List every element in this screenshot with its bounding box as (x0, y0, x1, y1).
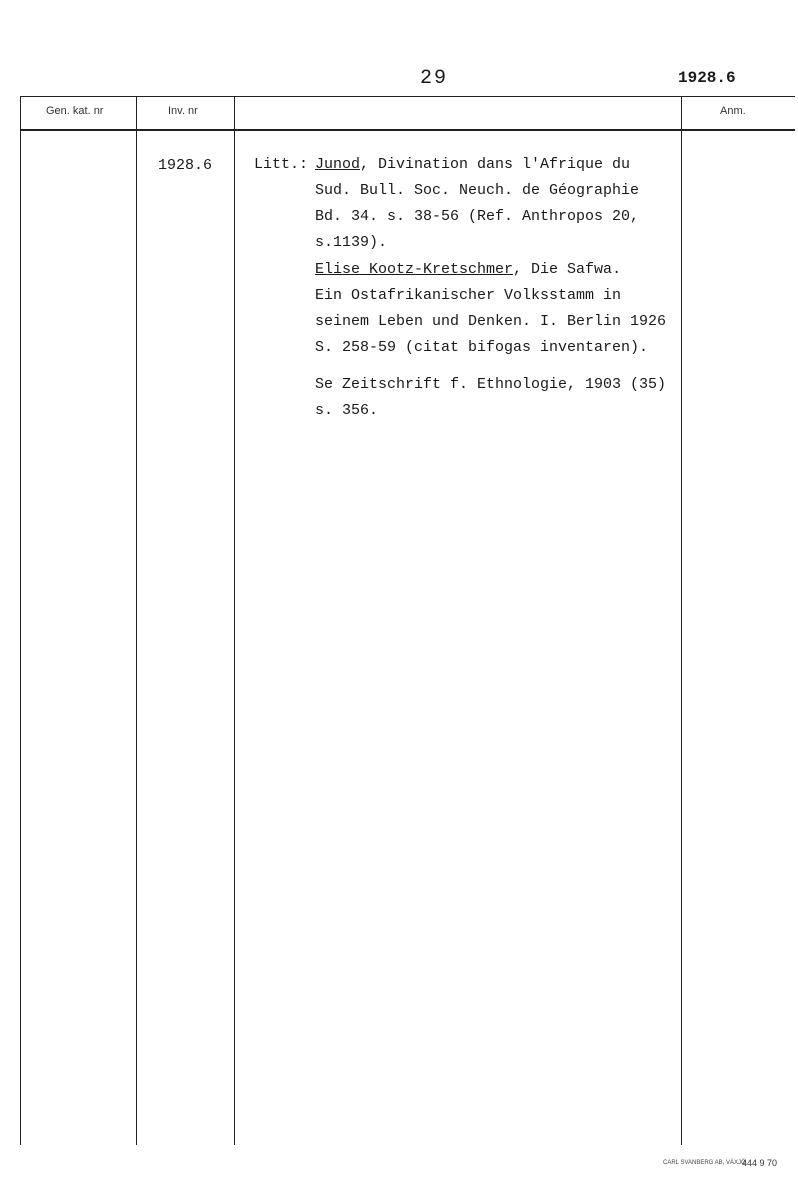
column-line-3 (681, 96, 682, 1145)
form-code: 444 9 70 (742, 1158, 778, 1168)
ref1-line2: Sud. Bull. Soc. Neuch. de Géographie (315, 182, 640, 199)
catalog-number-top: 1928.6 (678, 69, 736, 87)
reference-2 (315, 257, 666, 361)
header-gen-kat-nr: Gen. kat. nr (46, 105, 104, 117)
inv-nr-value: 1928.6 (158, 157, 213, 174)
printer-imprint: CARL SVANBERG AB, VÄXJÖ (663, 1160, 746, 1166)
page-number: 29 (420, 67, 449, 90)
column-line-2 (234, 96, 235, 1145)
ref3-line1: Se Zeitschrift f. Ethnologie, 1903 (35) (315, 376, 667, 393)
ref2-line1: , Die Safwa. (513, 261, 622, 278)
ref2-author: Elise Kootz-Kretschmer (315, 261, 514, 278)
header-inv-nr: Inv. nr (168, 105, 198, 117)
ref1-line1: , Divination dans l'Afrique du (360, 156, 631, 173)
reference-3 (315, 372, 666, 424)
ref2-line4: S. 258-59 (citat bifogas inventaren). (315, 339, 649, 356)
ref1-author: Junod (315, 156, 361, 173)
ref1-line4: s.1139). (315, 234, 388, 251)
ref2-line2: Ein Ostafrikanischer Volksstamm in (315, 287, 622, 304)
column-line-1 (136, 96, 137, 1145)
ref2-line3: seinem Leben und Denken. I. Berlin 1926 (315, 313, 667, 330)
ref3-line2: s. 356. (315, 402, 379, 419)
ref1-line3: Bd. 34. s. 38-56 (Ref. Anthropos 20, (315, 208, 640, 225)
column-line-left (20, 96, 21, 1145)
header-anm: Anm. (720, 105, 746, 117)
reference-1 (315, 152, 639, 256)
litt-label: Litt.: (254, 156, 309, 173)
